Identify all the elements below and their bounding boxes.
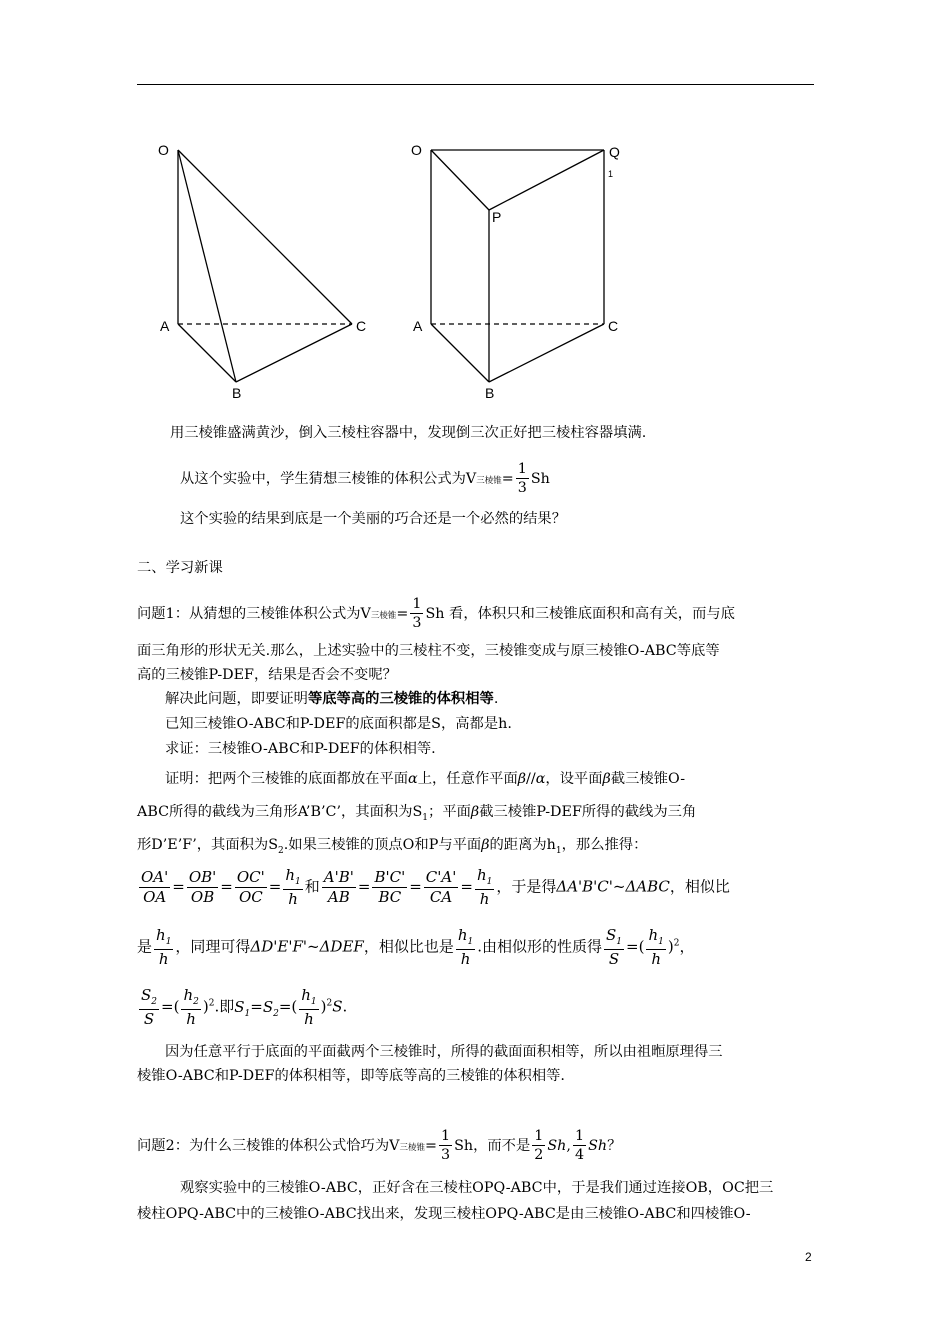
q2-line: 问题2：为什么三棱锥的体积公式恰巧为V三棱锥= $\frac{1}{3}$ Sh，而不是 $\frac{1}{2}$ Sh, $\frac{1}{4}$ Sh？	[137, 1128, 622, 1164]
proof-line3: 形D’E’F’，其面积为$S_2$.如果三棱锥的顶点O和P与平面β的距离为$h_1$，那么推得：	[137, 837, 648, 856]
solve-line: 解决此问题，即要证明等底等高的三棱锥的体积相等.	[165, 691, 499, 707]
label-right-a: A	[413, 318, 423, 334]
label-left-b: B	[232, 385, 242, 401]
ratio-equation-line: $\frac{OA'}{OA}$ = $\frac{OB'}{OB}$ = $\frac{OC'}{OC}$ = $\frac{h_1}{h}$ 和 $\frac{A'B'}{AB}$ = $\frac{B'C'}{BC}$ = $\frac{C'A'}{CA}$ = $\frac{h_1}{h}$ ，于是得ΔA'B'C'~ΔABC，相似比	[141, 866, 730, 908]
observation-line2: 棱柱OPQ-ABC中的三棱锥O-ABC找出来，发现三棱柱OPQ-ABC是由三棱锥O-ABC和四棱锥O-	[137, 1206, 751, 1222]
paragraph-conjecture: 从这个实验中，学生猜想三棱锥的体积公式为V三棱锥= $\frac{1}{3}$ Sh	[180, 461, 550, 497]
prism-figure	[431, 150, 604, 382]
prove-line: 求证：三棱锥O-ABC和P-DEF的体积相等.	[165, 741, 436, 757]
pyramid-figures	[0, 0, 950, 420]
fraction-one-third: $\frac{1}{3}$	[412, 596, 422, 632]
section-heading: 二、学习新课	[137, 560, 223, 576]
observation-line1: 观察实验中的三棱锥O-ABC，正好含在三棱柱OPQ-ABC中，于是我们通过连接OB，OC把三	[180, 1180, 774, 1196]
given-line: 已知三棱锥O-ABC和P-DEF的底面积都是S，高都是h.	[165, 716, 512, 732]
area-ratio-line: $\frac{S_2}{S}$ =( $\frac{h_2}{h}$ )$^2$.即$S_1=S_2=$( $\frac{h_1}{h}$ )$^2$S.	[141, 986, 348, 1028]
q1-line2: 面三角形的形状无关.那么，上述实验中的三棱柱不变，三棱锥变成与原三棱锥O-ABC等底等	[137, 643, 720, 659]
paragraph-experiment: 用三棱锥盛满黄沙，倒入三棱柱容器中，发现倒三次正好把三棱柱容器填满.	[170, 425, 647, 441]
label-right-p: P	[492, 209, 502, 225]
conclusion-line2: 棱锥O-ABC和P-DEF的体积相等，即等底等高的三棱锥的体积相等.	[137, 1068, 565, 1084]
fraction-one-third: $\frac{1}{3}$	[517, 461, 527, 497]
label-right-c: C	[608, 318, 619, 334]
q1-line3: 高的三棱锥P-DEF，结果是否会不变呢？	[137, 667, 397, 683]
similarity-line: 是 $\frac{h_1}{h}$ ，同理可得ΔD'E'F'~ΔDEF，相似比也是 $\frac{h_1}{h}$ .由相似形的性质得 $\frac{S_1}{S}$ =( $\frac{h_1}{h}$ )$^2$，	[137, 926, 695, 968]
proof-line2: ABC所得的截线为三角形A’B’C’，其面积为$S_1$；平面β截三棱锥P-DEF所得的截线为三角	[137, 804, 697, 823]
label-right-q-sub: 1	[608, 169, 614, 179]
page-number: 2	[805, 1250, 812, 1264]
label-right-q: Q	[609, 144, 620, 160]
tetrahedron-figure	[178, 150, 352, 382]
proof-line1: 证明：把两个三棱锥的底面都放在平面α上，任意作平面β//α，设平面β截三棱锥O-	[165, 771, 686, 787]
q1-line1: 问题1：从猜想的三棱锥体积公式为V三棱锥= $\frac{1}{3}$ Sh 看，体积只和三棱锥底面积和高有关，而与底	[137, 596, 735, 632]
conclusion-line1: 因为任意平行于底面的平面截两个三棱锥时，所得的截面面积相等，所以由祖暅原理得三	[165, 1044, 723, 1060]
paragraph-question: 这个实验的结果到底是一个美丽的巧合还是一个必然的结果？	[180, 511, 567, 527]
label-left-a: A	[160, 318, 170, 334]
label-right-o: O	[411, 142, 422, 158]
label-right-b: B	[485, 385, 495, 401]
label-left-c: C	[356, 318, 367, 334]
label-left-o: O	[158, 142, 169, 158]
